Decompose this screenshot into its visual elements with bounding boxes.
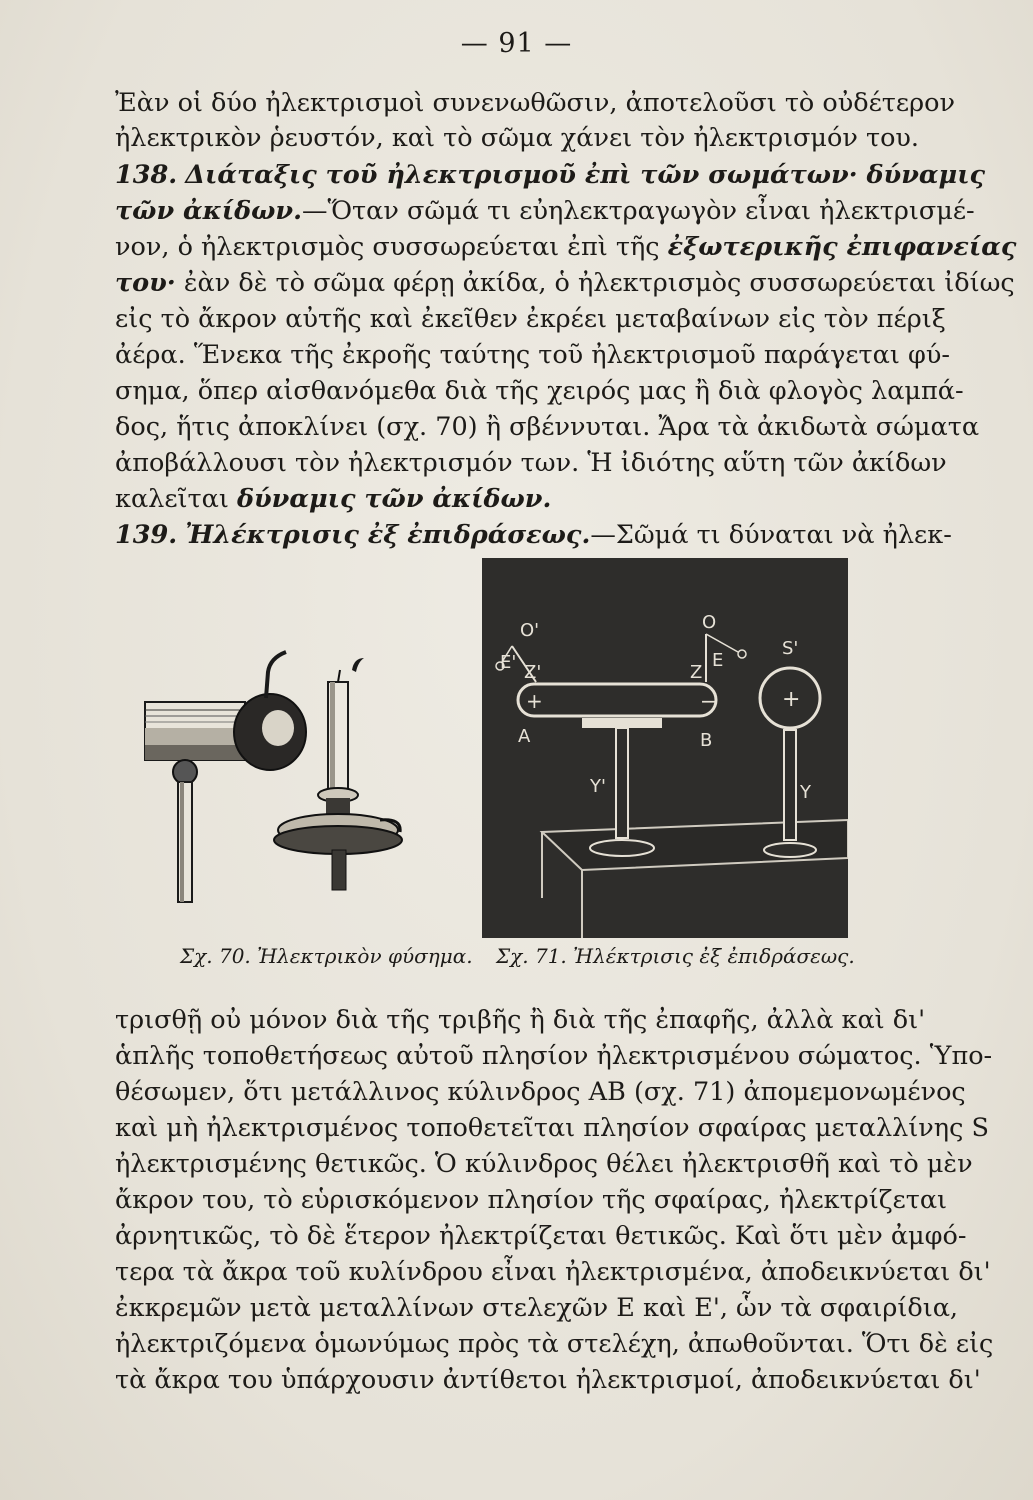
label-a: A — [518, 726, 531, 747]
label-o-left: O' — [520, 620, 540, 641]
text-line: ἄκρον του, τὸ εὑρισκόμενον πλησίον τῆς σφαίρας, ἠλεκτρίζεται — [115, 1185, 948, 1215]
section-number: 139. — [115, 520, 178, 550]
text-span: ἐὰν δὲ τὸ σῶμα φέρῃ ἀκίδα, ὁ ἠλεκτρισμὸς συσσωρεύεται ἰδίως — [183, 268, 1015, 298]
section-heading-cont: τῶν ἀκίδων. — [115, 196, 302, 226]
text-line: ἀρνητικῶς, τὸ δὲ ἕτερον ἠλεκτρίζεται θετικῶς. Καὶ ὅτι μὲν ἀμφό- — [115, 1221, 967, 1251]
page-number: — 91 — — [460, 28, 573, 59]
figure-70-caption: Σχ. 70. Ἠλεκτρικὸν φύσημα. — [180, 944, 473, 968]
text-line — [115, 268, 1015, 298]
text-line: ἐκκρεμῶν μετὰ μεταλλίνων στελεχῶν Ε καὶ Ε', ὧν τὰ σφαιρίδια, — [115, 1293, 959, 1323]
sphere-sign-label: + — [782, 687, 801, 712]
candle — [274, 658, 402, 890]
text-line: ἀέρα. Ἕνεκα τῆς ἐκροῆς ταύτης τοῦ ἠλεκτρισμοῦ παράγεται φύ- — [115, 340, 950, 370]
label-e-right: E — [712, 650, 724, 671]
emphasis-text: του· — [115, 268, 176, 298]
text-line — [115, 232, 1017, 262]
section-number: 138. — [115, 160, 178, 190]
text-line: ἠλεκτριζόμενα ὁμωνύμως πρὸς τὰ στελέχη, ἀπωθοῦνται. Ὅτι δὲ εἰς — [115, 1329, 994, 1359]
text-line: εἰς τὸ ἄκρον αὐτῆς καὶ ἐκεῖθεν ἐκρέει μεταβαίνων εἰς τὸν πέριξ — [115, 304, 946, 334]
text-line: δος, ἥτις ἀποκλίνει (σχ. 70) ἢ σβέννυται. Ἄρα τὰ ἀκιδωτὰ σώματα — [115, 412, 980, 442]
label-s: S' — [782, 638, 799, 659]
section-heading: Ἠλέκτρισις ἐξ ἐπιδράσεως. — [185, 520, 591, 550]
text-line — [115, 484, 905, 514]
text-span: —Ὅταν σῶμά τι εὐηλεκτραγωγὸν εἶναι ἠλεκτρισμέ- — [301, 196, 975, 226]
text-line: ἠλεκτρισμένης θετικῶς. Ὁ κύλινδρος θέλει ἠλεκτρισθῆ καὶ τὸ μὲν — [115, 1149, 973, 1179]
text-line: ἠλεκτρικὸν ῥευστόν, καὶ τὸ σῶμα χάνει τὸν ἠλεκτρισμόν του. — [115, 123, 920, 153]
text-line: καὶ μὴ ἠλεκτρισμένος τοποθετεῖται πλησίον σφαίρας μεταλλίνης S — [115, 1113, 989, 1143]
text-line: ἁπλῆς τοποθετήσεως αὐτοῦ πλησίον ἠλεκτρισμένου σώματος. Ὑπο- — [115, 1041, 993, 1071]
label-e-left: E' — [500, 652, 517, 673]
insulating-stand — [173, 760, 197, 902]
text-line: τρισθῇ οὐ μόνον διὰ τῆς τριβῆς ἢ διὰ τῆς ἐπαφῆς, ἀλλὰ καὶ δι' — [115, 1005, 926, 1035]
figure-71-caption: Σχ. 71. Ἠλέκτρισις ἐξ ἐπιδράσεως. — [496, 944, 855, 968]
label-z-right: Z — [690, 662, 703, 683]
label-b: B — [700, 730, 713, 751]
figure-70-illustration — [140, 650, 420, 930]
label-o-right: O — [702, 612, 717, 633]
label-y-left: Y' — [590, 776, 606, 797]
emphasis-text: ἐξωτερικῆς ἐπιφανείας — [667, 232, 1017, 262]
text-line: τερα τὰ ἄκρα τοῦ κυλίνδρου εἶναι ἠλεκτρισμένα, ἀποδεικνύεται δι' — [115, 1257, 991, 1287]
label-y-right: Y — [800, 782, 811, 803]
section-heading: Διάταξις τοῦ ἠλεκτρισμοῦ ἐπὶ τῶν σωμάτων· δύναμις — [185, 160, 986, 190]
text-span: νον, ὁ ἠλεκτρισμὸς συσσωρεύεται ἐπὶ τῆς — [115, 232, 660, 262]
label-z-left: Z' — [524, 662, 542, 683]
text-span: καλεῖται — [115, 484, 229, 514]
minus-end-label: − — [700, 689, 717, 713]
emphasis-text: δύναμις τῶν ἀκίδων. — [236, 484, 552, 514]
text-line: θέσωμεν, ὅτι μετάλλινος κύλινδρος ΑΒ (σχ. 71) ἀπομεμονωμένος — [115, 1077, 966, 1107]
text-span: —Σῶμά τι δύναται νὰ ἠλεκ- — [590, 520, 952, 550]
conductor-cylinder — [145, 652, 306, 770]
text-line: σημα, ὅπερ αἰσθανόμεθα διὰ τῆς χειρός μας ἢ διὰ φλογὸς λαμπά- — [115, 376, 964, 406]
section-139-heading-line — [115, 520, 952, 550]
plus-end-label: + — [526, 689, 543, 713]
text-line: τὰ ἄκρα του ὑπάρχουσιν ἀντίθετοι ἠλεκτρισμοί, ἀποδεικνύεται δι' — [115, 1365, 981, 1395]
text-line — [115, 196, 975, 226]
section-138-heading-line — [115, 160, 986, 190]
text-line: ἀποβάλλουσι τὸν ἠλεκτρισμόν των. Ἡ ἰδιότης αὕτη τῶν ἀκίδων — [115, 448, 947, 478]
figure-71-illustration — [482, 558, 848, 938]
text-line: Ἐὰν οἱ δύο ἠλεκτρισμοὶ συνενωθῶσιν, ἀποτελοῦσι τὸ οὐδέτερον — [115, 88, 955, 118]
